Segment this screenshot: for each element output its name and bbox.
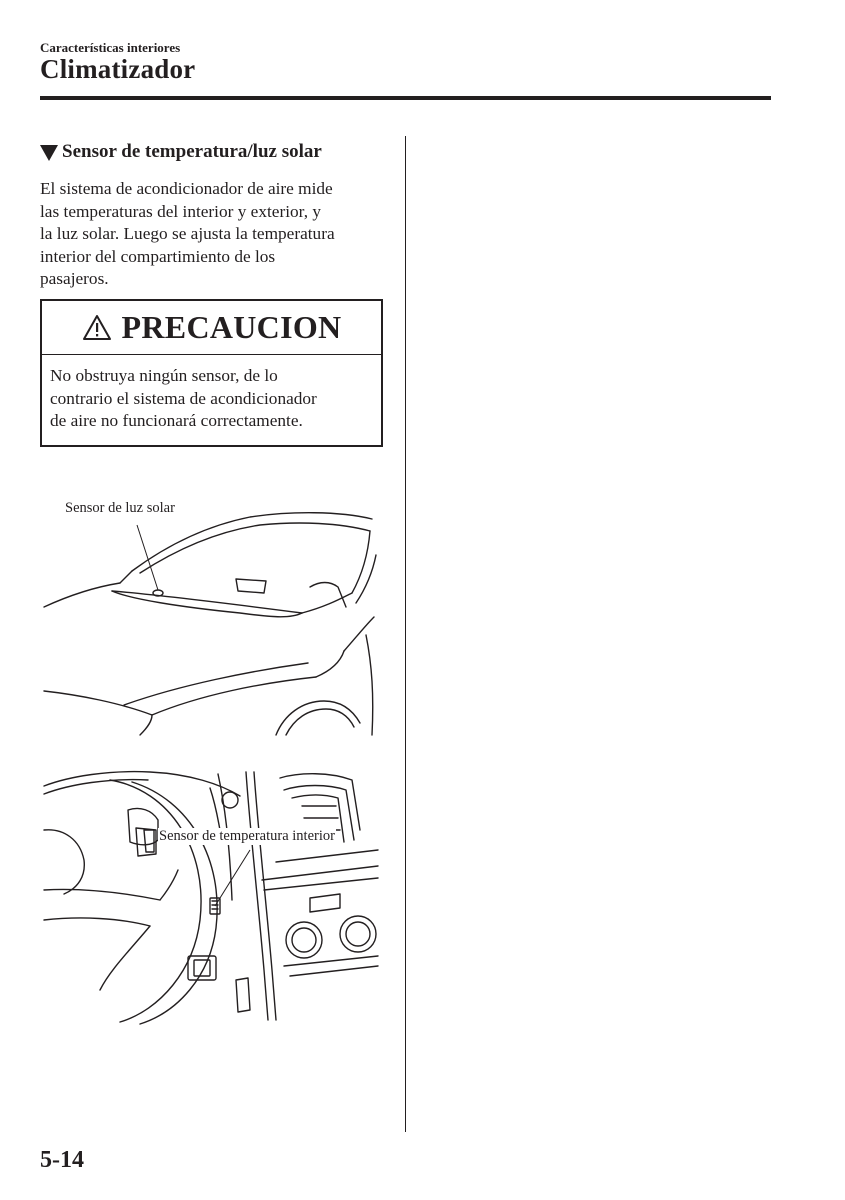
caution-header xyxy=(42,301,381,355)
caution-text xyxy=(42,355,381,433)
caution-box xyxy=(40,299,383,447)
caution-line: No obstruya ningún sensor, de lo xyxy=(50,366,278,385)
warning-triangle-icon xyxy=(82,314,112,341)
column-divider xyxy=(405,136,406,1132)
paragraph-line: El sistema de acondicionador de aire mide xyxy=(40,179,333,198)
caution-title: PRECAUCION xyxy=(121,309,342,345)
triangle-bullet-icon xyxy=(40,145,58,161)
windshield-illustration xyxy=(40,495,380,740)
section-heading xyxy=(40,141,322,163)
body-paragraph xyxy=(40,178,385,291)
solar-sensor-figure xyxy=(40,495,380,740)
header-section-label: Características interiores xyxy=(40,40,181,55)
solar-sensor-label: Sensor de luz solar xyxy=(65,500,175,516)
dashboard-illustration xyxy=(40,770,380,1025)
caution-line: contrario el sistema de acondicionador xyxy=(50,388,317,408)
section-heading-text: Sensor de temperatura/luz solar xyxy=(62,141,322,162)
paragraph-line: interior del compartimiento de los xyxy=(40,246,276,266)
interior-sensor-figure xyxy=(40,770,380,1025)
paragraph-line: las temperaturas del interior y exterior, y xyxy=(40,201,321,221)
paragraph-line: la luz solar. Luego se ajusta la temperatura xyxy=(40,224,335,244)
header-rule xyxy=(40,96,771,100)
caution-line: de aire no funcionará correctamente. xyxy=(50,411,303,431)
paragraph-line: pasajeros. xyxy=(40,269,109,289)
interior-sensor-label: Sensor de temperatura interior xyxy=(159,828,335,844)
page-number: 5-14 xyxy=(40,1147,84,1173)
page-title: Climatizador xyxy=(40,54,196,84)
